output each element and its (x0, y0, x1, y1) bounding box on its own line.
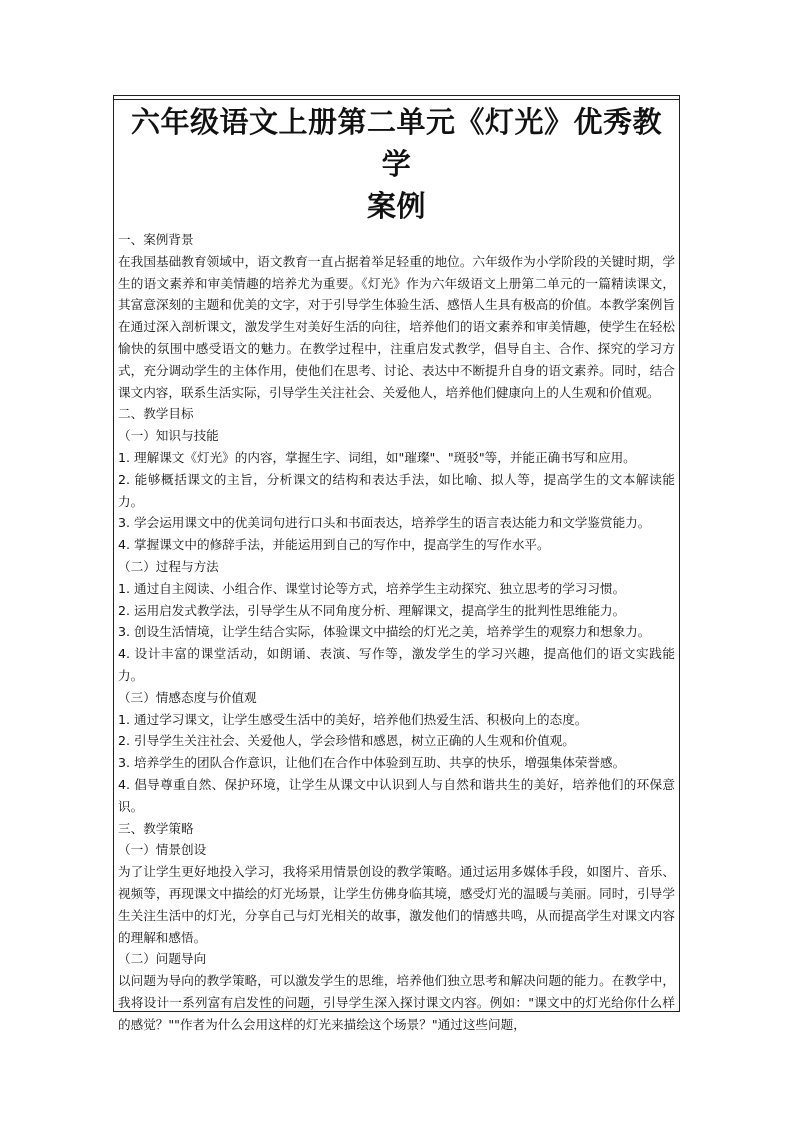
list-item: 4. 设计丰富的课堂活动，如朗诵、表演、写作等，激发学生的学习兴趣，提高他们的语文实践能力。 (118, 646, 675, 683)
list-item: 1. 通过自主阅读、小组合作、课堂讨论等方式，培养学生主动探究、独立思考的学习习惯。 (118, 580, 626, 596)
list-item: 2. 能够概括课文的主旨，分析课文的结构和表达手法，如比喻、拟人等，提高学生的文本解读能力。 (118, 471, 675, 509)
list-item: 2. 引导学生关注社会、关爱他人，学会珍惜和感恩，树立正确的人生观和价值观。 (118, 733, 575, 749)
subheading-knowledge-skills: （一）知识与技能 (118, 428, 219, 444)
list-item: 2. 运用启发式教学法，引导学生从不同角度分析、理解课文，提高学生的批判性思维能力。 (118, 602, 626, 618)
list-item: 1. 通过学习课文，让学生感受生活中的美好，培养他们热爱生活、积极向上的态度。 (118, 711, 588, 727)
subheading-question-driven: （二）问题导向 (118, 951, 207, 967)
list-item: 1. 理解课文《灯光》的内容，掌握生字、词组，如"璀璨"、"斑驳"等，并能正确书写和应用。 (118, 449, 636, 465)
title-line-1: 六年级语文上册第二单元《灯光》优秀教学 (130, 105, 662, 181)
list-item: 4. 掌握课文中的修辞手法，并能运用到自己的写作中，提高学生的写作水平。 (118, 537, 550, 553)
background-paragraph: 在我国基础教育领域中，语文教育一直占据着举足轻重的地位。六年级作为小学阶段的关键时期，学生的语文素养和审美情趣的培养尤为重要。《灯光》作为六年级语文上册第二单元的一篇精读课文，其富意深刻的主题和优美的文字，对于引导学生体验生活、感悟人生具有极高的价值。本教学案例旨在通过深入剖析课文，激发学生对美好生活的向往，培养他们的语文素养和审美情趣，使学生在轻松愉快的氛围中感受语文的魅力。在教学过程中，注重启发式教学，倡导自主、合作、探究的学习方式，充分调动学生的主体作用，使他们在思考、讨论、表达中不断提升自身的语文素养。同时，结合课文内容，联系生活实际，引导学生关注社会、关爱他人，培养他们健康向上的人生观和价值观。 (118, 253, 675, 400)
scenario-paragraph: 为了让学生更好地投入学习，我将采用情景创设的教学策略。通过运用多媒体手段，如图片、音乐、视频等，再现课文中描绘的灯光场景，让学生仿佛身临其境，感受灯光的温暖与美丽。同时，引导学生关注生活中的灯光，分享自己与灯光相关的故事，激发他们的情感共鸣，从而提高学生对课文内容的理解和感悟。 (118, 864, 675, 945)
section-heading-goals: 二、教学目标 (118, 406, 194, 422)
document-title (118, 101, 675, 227)
document-table-frame (113, 95, 680, 1032)
section-heading-strategy: 三、教学策略 (118, 820, 194, 836)
list-item: 4. 倡导尊重自然、保护环境，让学生从课文中认识到人与自然和谐共生的美好，培养他们的环保意识。 (118, 776, 675, 814)
list-item: 3. 培养学生的团队合作意识，让他们在合作中体验到互助、共享的快乐，增强集体荣誉感。 (118, 755, 626, 771)
title-line-2: 案例 (366, 189, 426, 223)
section-heading-background: 一、案例背景 (118, 232, 194, 247)
document-body (118, 101, 675, 1032)
list-item: 3. 创设生活情境，让学生结合实际，体验课文中描绘的灯光之美，培养学生的观察力和想象力。 (118, 624, 651, 640)
table-top-row (114, 96, 679, 100)
subheading-scenario: （一）情景创设 (118, 842, 207, 858)
question-driven-paragraph: 以问题为导向的教学策略，可以激发学生的思维，培养他们独立思考和解决问题的能力。在教学中，我将设计一系列富有启发性的问题，引导学生深入探讨课文内容。例如："课文中的灯光给你什么样的感觉？""作者为什么会用这样的灯光来描绘这个场景？"通过这些问题， (118, 973, 675, 1032)
list-item: 3. 学会运用课文中的优美词句进行口头和书面表达，培养学生的语言表达能力和文学鉴赏能力。 (118, 515, 651, 531)
subheading-emotion-values: （三）情感态度与价值观 (118, 689, 257, 705)
subheading-process-methods: （二）过程与方法 (118, 558, 219, 574)
